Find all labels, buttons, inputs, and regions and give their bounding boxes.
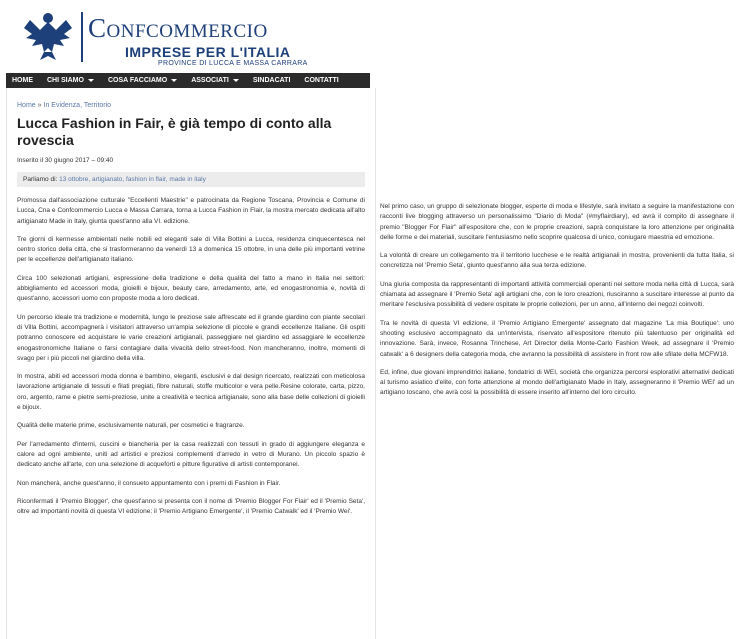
article-tags [17,172,365,187]
article-paragraph: Un percorso ideale tra tradizione e modernità, lungo le preziose sale affrescate ed il grande giardino con piante secolari di Villa Bottini, accompagnerà i visitatori attraverso un'ampia selezione di piccole e grandi eccellenze Italiane. Gli ospiti potranno conoscere ed acquistare le varie creazioni artigianali, passeggiare nel giardino ed assaggiare le eccellenze enogastronomiche Italiane o farsi contagiare dalla vivacità dello street-food. Non mancheranno, inoltre, momenti di svago per i più piccoli nel giardino della villa. [17,313,365,362]
article-paragraph: Tre giorni di kermesse ambientati nelle nobili ed eleganti sale di Villa Bottini a Lucca, residenza cinquecentesca nel centro storico della città, che si trasformeranno da venerdì 13 a domenica 15 ottobre, in una delle più importanti vetrine per le eccellenze dell'artigianato italiano. [17,235,365,264]
brand-name[interactable]: Confcommercio [88,13,268,43]
chevron-down-icon [88,79,94,82]
site-header [0,0,370,72]
article-paragraph: Tra le novità di questa VI edizione, il 'Premio Artigiano Emergente' assegnato dal magazine 'La mia Boutique': uno shooting esclusivo accompagnato da un'intervista, riservato all'espositore ritenuto più talentuoso per originalità ed innovazione. Sarà, invece, Rosanna Trinchese, Art Director della Monte-Carlo Fashion Week, ad assegnare il 'Premio catwalk' a 6 designers della categoria moda, che avranno la possibilità di assistere in front row alle sfilate della MCFW18. [380,319,734,358]
main-nav [6,73,370,88]
breadcrumb-category-links[interactable]: In Evidenza, Territorio [43,102,112,109]
chevron-down-icon [171,79,177,82]
article-left-column [6,88,376,639]
nav-item-cosa-facciamo[interactable]: COSA FACCIAMO [108,77,177,84]
nav-item-sindacati[interactable]: SINDACATI [252,77,291,84]
nav-item-home[interactable]: HOME [12,77,33,84]
article-title: Lucca Fashion in Fair, è già tempo di conto alla rovescia [17,115,332,148]
brand-subtitle: IMPRESE PER L'ITALIA [125,44,291,60]
breadcrumb-separator: » [37,102,42,109]
breadcrumb-home-link[interactable]: Home [17,102,36,109]
article-paragraph: Nel primo caso, un gruppo di selezionate blogger, esperte di moda e lifestyle, sarà invitato a seguire la manifestazione con racconti live blogging attraverso un personalissimo "Diario di Moda" (#myflairdiary), ed avrà il compito di assegnare il premio "Blogger For Flair" all'espositore che, con le proprie creazioni, saprà conquistare la loro attenzione per originalità delle forme e dei materiali, suscitare l'entusiasmo nello scoprire qualcosa di unico, coniugare maestria ed emozione. [380,203,734,241]
nav-item-associati[interactable]: ASSOCIATI [191,77,239,84]
tags-label: Parliamo di: [23,176,58,183]
brand-province: PROVINCE DI LUCCA E MASSA CARRARA [158,60,308,67]
tag-links[interactable]: 13 ottobre, artigianato, fashion in flair, made in italy [59,176,206,183]
article-paragraph: Per l'arredamento d'interni, cuscini e biancheria per la casa realizzati con tessuti in grado di aggiungere eleganza e calore ad ogni ambiente, uniti ad artistici e preziosi complementi d'arredo in vetro di Murano. Un piccolo spazio è dedicato anche all'arte, con una selezione di acqueforti e pitture figurative di artisti contemporanei. [17,440,365,469]
article-paragraph: La volontà di creare un collegamento tra il territorio lucchese e le realtà artigianali in mostra, provenienti da tutta Italia, si concretizza nel 'Premio Seta', giunto quest'anno alla sua terza edizione. [380,252,734,270]
article-right-column [378,202,736,407]
breadcrumb [17,102,365,109]
article-paragraph: Riconfermati il 'Premio Blogger', che quest'anno si presenta con il nome di 'Premio Blogger For Flair' ed il 'Premio Seta', oltre ad importanti novità di questa VI edizione: il 'Premio Artigiano Emergente', il 'Premio Catwalk' ed il 'Premio Wei'. [17,497,365,516]
chevron-down-icon [233,79,239,82]
article-paragraph: Circa 100 selezionati artigiani, espressione della tradizione e della qualità del fatto a mano in Italia nei settori: abbigliamento ed accessori moda, gioielli e bijoux, beauty care, arredamento, arte, ed enogastronomia e, novità di quest'anno, accessori uomo con proposte moda a loro dedicati. [17,274,365,303]
article-paragraph: In mostra, abiti ed accessori moda donna e bambino, eleganti, esclusivi e dal design ricercato, realizzati con meticolosa lavorazione artigianale di tessuti e filati pregiati, fibre naturali, stoffe multicolor e vera pelle.Resine colorate, carta, pizzo, oro, argento, rame e pietre semi-preziose, unite a creatività e tecnica artigianale, sono alla base delle collezioni di gioielli e bijoux. [17,373,365,412]
nav-item-contatti[interactable]: CONTATTI [304,77,339,84]
eagle-logo-icon[interactable] [22,8,74,62]
logo-divider [81,12,83,62]
article-paragraph: Promossa dall'associazione culturale "Eccellenti Maestrie" e patrocinata da Regione Toscana, Provincia e Comune di Lucca, Cna e Confcommercio Lucca e Massa Carrara, torna a Lucca Fashion in Flair, la mostra mercato dedicata all'alto artigianato Made in Italy, giunta quest'anno alla VI. edizione. [17,197,365,225]
article-paragraph: Qualità delle materie prime, esclusivamente naturali, per cosmetici e fragranze. [17,422,245,430]
nav-item-chi-siamo[interactable]: CHI SIAMO [47,77,94,84]
article-paragraph: Una giuria composta da rappresentanti di importanti attività commerciali operanti nel settore moda nella città di Lucca, sarà chiamata ad assegnare il 'Premio Seta' agli artigiani che, con le loro creazioni, riusciranno a suscitare interesse al punto da meritare l'esclusiva possibilità di vedere ospitate le proprie collezioni, per un anno, all'interno dei negozi coinvolti. [380,280,734,309]
article-paragraph: Ed, infine, due giovani imprenditrici italiane, fondatrici di WEI, società che organizza percorsi esplorativi alternativi dedicati al turismo asiatico d'elite, con forte attenzione al mondo dell'artigianato Made in Italy, assegneranno il 'Premio WEI' ad un artigiano toscano, che avrà così la possibilità di essere inserito all'interno del loro circuito. [380,368,734,397]
article-date: Inserito il 30 giugno 2017 – 09:40 [17,157,114,164]
article-paragraph: Non mancherà, anche quest'anno, il consueto appuntamento con i premi di Fashion in Flair. [17,479,281,487]
